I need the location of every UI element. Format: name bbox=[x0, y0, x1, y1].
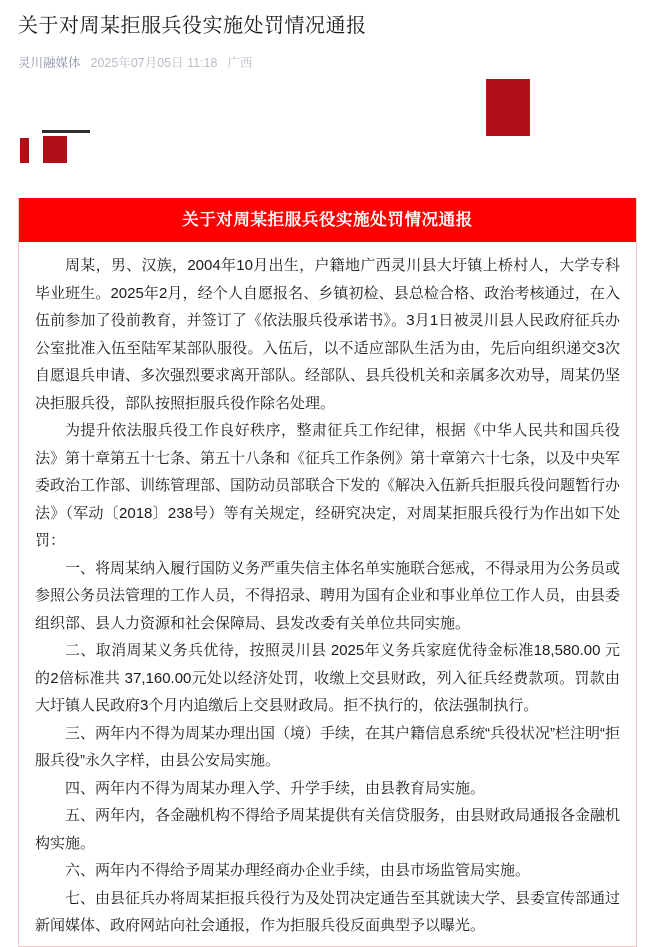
notice-paragraph: 二、取消周某义务兵优待，按照灵川县 2025年义务兵家庭优待金标准18,580.00 元的2倍标准共 37,160.00元处以经济处罚，收缴上交县财政，列入征兵经费款项。罚款由大圩镇人民政府3个月内追缴后上交县财政局。拒不执行的，依法强制执行。 bbox=[35, 642, 620, 714]
byline-date: 2025年07月05日 11:18 bbox=[90, 56, 218, 70]
notice-paragraph: 一、将周某纳入履行国防义务严重失信主体名单实施联合惩戒，不得录用为公务员或参照公务员法管理的工作人员，不得招录、聘用为国有企业和事业单位工作人员，由县委组织部、县人力资源和社会保障局、县发改委有关单位共同实施。 bbox=[35, 559, 621, 632]
decorative-red-bar-left bbox=[20, 138, 29, 163]
decorative-graphic-zone bbox=[0, 72, 657, 180]
byline-source[interactable]: 灵川融媒体 bbox=[18, 56, 81, 70]
page-title: 关于对周某拒服兵役实施处罚情况通报 bbox=[18, 15, 367, 37]
notice-paragraph: 四、两年内不得为周某办理入学、升学手续，由县教育局实施。 bbox=[65, 779, 486, 797]
notice-banner-title: 关于对周某拒服兵役实施处罚情况通报 bbox=[19, 198, 636, 242]
decorative-red-block-right bbox=[486, 79, 530, 136]
decorative-dark-rule bbox=[42, 130, 90, 133]
article-header bbox=[0, 0, 657, 72]
notice-paragraph: 周某，男、汉族，2004年10月出生，户籍地广西灵川县大圩镇上桥村人，大学专科毕业班生。2025年2月，经个人自愿报名、乡镇初检、县总检合格、政治考核通过，在入伍前参加了役前教育，并签订了《依法服兵役承诺书》。3月1日被灵川县人民政府征兵办公室批准入伍至陆军某部队服役。入伍后，以不适应部队生活为由，先后向组织递交3次自愿退兵申请、多次强烈要求离开部队。经部队、县兵役机关和亲属多次劝导，周某仍坚决拒服兵役，部队按照拒服兵役作除名处理。 bbox=[35, 257, 621, 412]
notice-card bbox=[18, 198, 637, 947]
byline-location: 广西 bbox=[227, 56, 253, 70]
notice-paragraph: 六、两年内不得给予周某办理经商办企业手续，由县市场监管局实施。 bbox=[65, 862, 531, 879]
byline bbox=[18, 54, 639, 72]
notice-paragraph: 五、两年内，各金融机构不得给予周某提供有关信贷服务，由县财政局通报各金融机构实施。 bbox=[35, 807, 621, 852]
notice-paragraph: 七、由县征兵办将周某拒报兵役行为及处罚决定通告至其就读大学、县委宣传部通过新闻媒体、政府网站向社会通报，作为拒服兵役反面典型予以曝光。 bbox=[35, 889, 621, 934]
notice-body bbox=[19, 242, 636, 946]
notice-paragraph: 三、两年内不得为周某办理出国（境）手续，在其户籍信息系统“兵役状况”栏注明“拒服兵役”永久字样，由县公安局实施。 bbox=[35, 724, 620, 769]
decorative-red-square-left bbox=[43, 136, 67, 163]
notice-paragraph: 为提升依法服兵役工作良好秩序，整肃征兵工作纪律，根据《中华人民共和国兵役法》第十章第五十七条、第五十八条和《征兵工作条例》第十章第六十七条，以及中央军委政治工作部、训练管理部、国防动员部联合下发的《解决入伍新兵拒服兵役问题暂行办法》（军动〔2018〕238号）等有关规定，经研究决定，对周某拒服兵役行为作出如下处罚： bbox=[35, 422, 621, 549]
